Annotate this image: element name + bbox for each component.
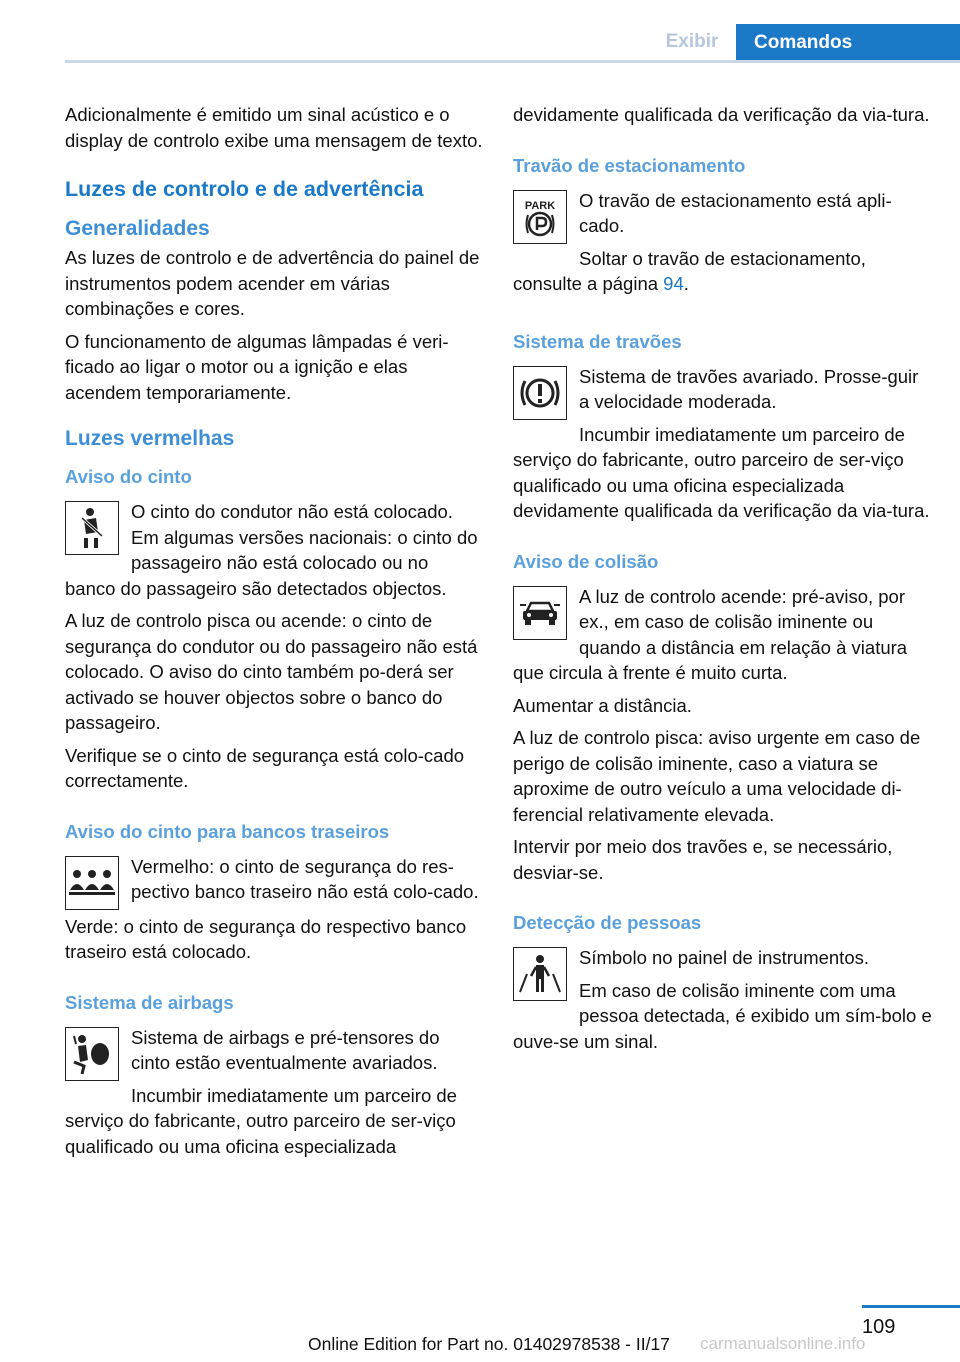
subsection-luzes-vermelhas: Luzes vermelhas xyxy=(65,427,235,450)
heading-travao-estacionamento: Travão de estacionamento xyxy=(513,154,746,176)
paragraph: Verifique se o cinto de segurança está colo‐cado correctamente. xyxy=(65,744,465,791)
footer-edition: Online Edition for Part no. 01402978538 - II/17 xyxy=(308,1334,670,1354)
paragraph: Vermelho: o cinto de segurança do res‐pectivo banco traseiro não está colo‐cado. xyxy=(131,855,479,902)
header-divider xyxy=(65,60,960,63)
subsection-generalidades: Generalidades xyxy=(65,217,210,240)
parking-brake-icon xyxy=(513,190,567,244)
heading-deteccao-pessoas: Detecção de pessoas xyxy=(513,912,702,933)
heading-airbags: Sistema de airbags xyxy=(65,991,234,1013)
footer xyxy=(0,1334,960,1362)
paragraph: Sistema de airbags e pré-tensores do cinto estão eventualmente avariados. xyxy=(131,1026,440,1073)
paragraph: A luz de controlo pisca: aviso urgente em caso de perigo de colisão iminente, caso a viatura se aproxime de outro veículo a uma velocidade di‐ferencial relativamente elevada. xyxy=(513,727,921,825)
page-number: 109 xyxy=(862,1316,896,1338)
page-number-rule xyxy=(862,1305,960,1308)
paragraph: O funcionamento de algumas lâmpadas é veri‐ficado ao ligar o motor ou a ignição e elas acendem temporariamente. xyxy=(65,330,449,403)
paragraph: Verde: o cinto de segurança do respectivo banco traseiro está colocado. xyxy=(65,915,467,962)
paragraph: Intervir por meio dos travões e, se necessário, desviar-se. xyxy=(513,836,893,883)
heading-aviso-cinto: Aviso do cinto xyxy=(65,466,192,487)
paragraph: Incumbir imediatamente um parceiro de serviço do fabricante, outro parceiro de ser‐viço qualificado ou uma oficina especializada xyxy=(65,1084,457,1157)
intro-paragraph: Adicionalmente é emitido um sinal acústico e o display de controlo exibe uma mensagem de texto. xyxy=(65,104,483,151)
pedestrian-icon xyxy=(513,947,567,1001)
rear-seatbelt-block xyxy=(65,854,483,914)
paragraph: A luz de controlo pisca ou acende: o cinto de segurança do condutor ou do passageiro não está colocado. O aviso do cinto também po‐derá ser activado se houver objectos sobre o banco do passageiro. xyxy=(65,610,478,733)
parking-brake-block xyxy=(513,188,933,304)
section-title-controlo: Luzes de controlo e de advertência xyxy=(65,177,424,201)
right-column xyxy=(513,102,933,1061)
collision-warning-block xyxy=(513,584,933,686)
airbag-block xyxy=(65,1025,483,1160)
paragraph: Incumbir imediatamente um parceiro de serviço do fabricante, outro parceiro de ser‐viço qualificado ou uma oficina especializada devidamente qualificada da verificação da via‐tura. xyxy=(513,423,930,521)
paragraph: O cinto do condutor não está colocado. Em algumas versões nacionais: o cinto do passageiro não está colocado ou no banco do passageiro são detectados objectos. xyxy=(65,501,478,599)
tab-comandos[interactable]: Comandos xyxy=(736,24,960,63)
paragraph: Sistema de travões avariado. Prosse‐guir a velocidade moderada. xyxy=(579,365,919,412)
page-header xyxy=(0,0,960,64)
airbag-icon xyxy=(65,1027,119,1081)
paragraph: O travão de estacionamento está apli‐cado. xyxy=(579,189,892,236)
seatbelt-warning-block xyxy=(65,499,483,608)
paragraph: Aumentar a distância. xyxy=(513,694,692,716)
watermark: carmanualsonline.info xyxy=(700,1334,866,1353)
rear-seatbelt-icon xyxy=(65,856,119,910)
brake-system-block xyxy=(513,364,933,524)
brake-warning-icon xyxy=(513,366,567,420)
heading-sistema-travoes: Sistema de travões xyxy=(513,330,682,352)
paragraph: Símbolo no painel de instrumentos. xyxy=(579,947,870,968)
heading-aviso-colisao: Aviso de colisão xyxy=(513,550,659,572)
paragraph: As luzes de controlo e de advertência do painel de instrumentos podem acender em várias combinações e cores. xyxy=(65,247,480,319)
park-icon-label: PARK xyxy=(524,199,556,212)
paragraph: Em caso de colisão iminente com uma pessoa detectada, é exibido um sím‐bolo e ouve-se um sinal. xyxy=(513,979,932,1052)
page-reference-link[interactable]: 94 xyxy=(663,273,684,294)
paragraph: Soltar o travão de estacionamento, consulte a página 94. xyxy=(513,247,866,294)
left-column xyxy=(65,102,483,1166)
tab-exibir[interactable]: Exibir xyxy=(665,31,719,52)
paragraph: devidamente qualificada da verificação da via‐tura. xyxy=(513,104,930,125)
pedestrian-detection-block xyxy=(513,945,933,1054)
collision-car-icon xyxy=(513,586,567,640)
seatbelt-icon xyxy=(65,501,119,555)
paragraph: A luz de controlo acende: pré-aviso, por ex., em caso de colisão iminente ou quando a distância em relação à viatura que circula à frente é muito curta. xyxy=(513,585,908,683)
heading-cinto-traseiros: Aviso do cinto para bancos traseiros xyxy=(65,820,390,842)
